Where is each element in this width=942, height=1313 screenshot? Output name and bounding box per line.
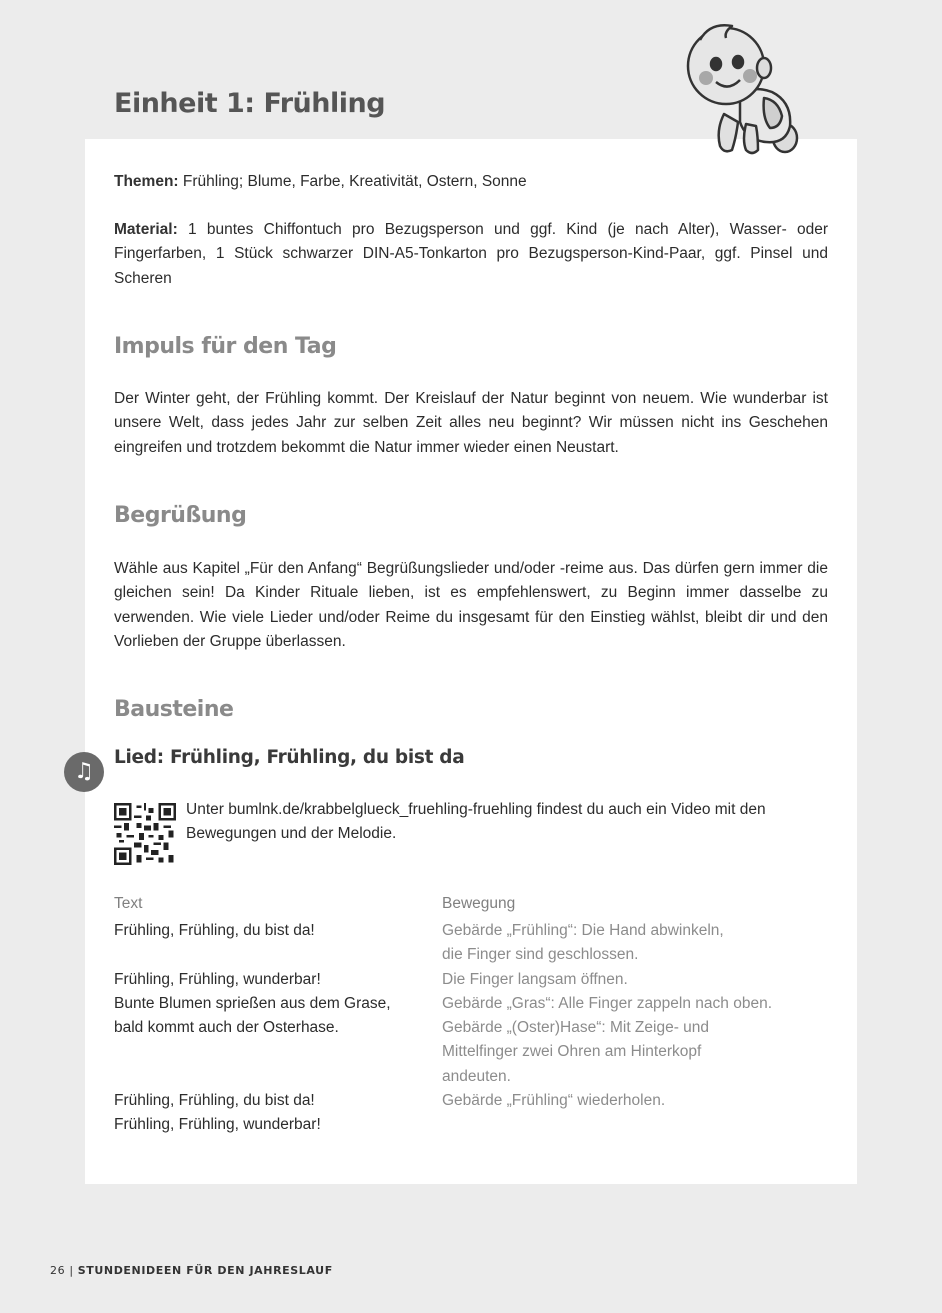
song-movements: [442, 919, 842, 1113]
crawling-baby-illustration: [680, 18, 810, 158]
greeting-text: Wähle aus Kapitel „Für den Anfang“ Begrüßungslieder und/oder -reime aus. Das dürfen gern immer die gleichen sein! Da Kinder Rituale lieben, ist es empfehlenswert, zu Beginn immer dasselbe zu verwenden. Wie viele Lieder und/oder Reime du insgesamt für den Einstieg wählst, bleibt dir und den Vorlieben der Gruppe überlassen.: [114, 560, 828, 650]
lyric-line: Frühling, Frühling, du bist da!: [114, 1092, 315, 1110]
movement-line: Die Finger langsam öffnen.: [442, 970, 628, 988]
music-note-icon: ♫: [64, 752, 104, 792]
qr-code-icon: [114, 803, 176, 865]
material-paragraph: [114, 218, 828, 291]
impulse-heading: Impuls für den Tag: [114, 334, 337, 359]
greeting-heading: Begrüßung: [114, 503, 247, 528]
page-footer: [50, 1264, 333, 1277]
movement-line: Gebärde „Frühling“: Die Hand abwinkeln,: [442, 922, 724, 939]
song-title: Lied: Frühling, Frühling, du bist da: [114, 747, 465, 768]
movement-line: Gebärde „(Oster)Hase“: Mit Zeige- und: [442, 1019, 710, 1037]
movement-line: andeuten.: [442, 1067, 511, 1085]
lyric-line: bald kommt auch der Osterhase.: [114, 1019, 339, 1037]
themes-text: Frühling; Blume, Farbe, Kreativität, Ostern, Sonne: [182, 173, 527, 190]
themes-paragraph: [114, 170, 828, 194]
lyric-line: [114, 943, 434, 967]
movement-line: Gebärde „Gras“: Alle Finger zappeln nach oben.: [442, 994, 772, 1012]
impulse-text: Der Winter geht, der Frühling kommt. Der Kreislauf der Natur beginnt von neuem. Wie wunderbar ist unsere Welt, dass jedes Jahr zur selben Zeit alles neu beginnt? Wir müssen nicht ins Geschehen eingreifen und trotzdem bekommt die Natur immer wieder einen Neustart.: [114, 390, 828, 456]
footer-separator: |: [69, 1264, 74, 1277]
video-link-text: Unter bumlnk.de/krabbelglueck_fruehling-fruehling findest du auch ein Video mit den Bewegungen und der Melodie.: [186, 801, 766, 843]
material-label: Material:: [114, 221, 178, 238]
page-number: 26: [50, 1264, 66, 1277]
footer-section-title: STUNDENIDEEN FÜR DEN JAHRESLAUF: [77, 1264, 333, 1277]
song-lyrics: [114, 919, 434, 1138]
material-text: 1 buntes Chiffontuch pro Bezugsperson und ggf. Kind (je nach Alter), Wasser- oder Fingerfarben, 1 Stück schwarzer DIN-A5-Tonkarton pro Bezugsperson-Kind-Paar, ggf. Pinsel und Scheren: [114, 221, 829, 287]
column-header-text: Text: [114, 895, 143, 912]
lyric-line: Bunte Blumen sprießen aus dem Grase,: [114, 994, 391, 1012]
themes-label: Themen:: [114, 173, 179, 190]
lyric-line: [114, 1040, 434, 1064]
movement-line: die Finger sind geschlossen.: [442, 946, 639, 964]
column-header-movement: Bewegung: [442, 895, 516, 912]
modules-heading: Bausteine: [114, 697, 234, 722]
page-title: Einheit 1: Frühling: [114, 88, 386, 119]
lyric-line: Frühling, Frühling, wunderbar!: [114, 1116, 321, 1134]
movement-line: Gebärde „Frühling“ wiederholen.: [442, 1092, 666, 1110]
lyric-line: [114, 1065, 434, 1089]
lyric-line: Frühling, Frühling, wunderbar!: [114, 970, 321, 988]
movement-line: Mittelfinger zwei Ohren am Hinterkopf: [442, 1043, 702, 1061]
lyric-line: Frühling, Frühling, du bist da!: [114, 922, 315, 939]
